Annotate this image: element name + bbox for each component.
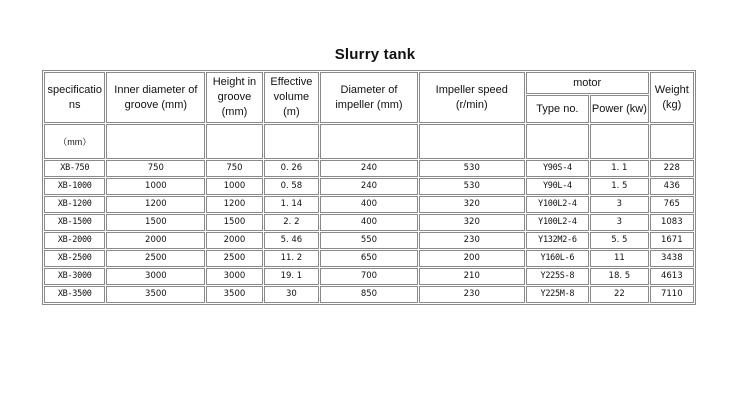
cell-inner-diameter: 2500 [106, 250, 205, 267]
cell-inner-diameter: 750 [106, 160, 205, 177]
cell-motor-power: 11 [590, 250, 648, 267]
cell-spec: XB-1000 [44, 178, 105, 195]
cell-impeller-diameter: 550 [320, 232, 418, 249]
cell-weight: 1671 [650, 232, 694, 249]
cell-volume: 30 [264, 286, 319, 303]
cell-motor-type: Y160L-6 [526, 250, 589, 267]
cell-inner-diameter: 3000 [106, 268, 205, 285]
empty-cell [206, 124, 262, 159]
header-inner-diameter: Inner diameter of groove (mm) [106, 72, 205, 123]
header-impeller-speed: Impeller speed (r/min) [419, 72, 525, 123]
table-row [44, 196, 694, 213]
cell-motor-power: 5. 5 [590, 232, 648, 249]
cell-motor-power: 3 [590, 214, 648, 231]
header-weight: Weight (kg) [650, 72, 694, 123]
specification-table [42, 70, 696, 305]
empty-cell [650, 124, 694, 159]
table-row [44, 250, 694, 267]
cell-volume: 0. 26 [264, 160, 319, 177]
table-row [44, 178, 694, 195]
cell-motor-type: Y100L2-4 [526, 214, 589, 231]
cell-impeller-diameter: 400 [320, 214, 418, 231]
spec-unit-cell: （mm） [44, 124, 105, 159]
table-row [44, 286, 694, 303]
header-height: Height in groove (mm) [206, 72, 262, 123]
table-title: Slurry tank [334, 46, 416, 63]
cell-volume: 19. 1 [264, 268, 319, 285]
empty-cell [590, 124, 648, 159]
unit-row [44, 124, 694, 159]
cell-height: 2000 [206, 232, 262, 249]
cell-height: 2500 [206, 250, 262, 267]
cell-motor-type: Y90L-4 [526, 178, 589, 195]
cell-spec: XB-750 [44, 160, 105, 177]
cell-motor-type: Y90S-4 [526, 160, 589, 177]
cell-height: 3000 [206, 268, 262, 285]
cell-volume: 1. 14 [264, 196, 319, 213]
cell-weight: 765 [650, 196, 694, 213]
cell-height: 1000 [206, 178, 262, 195]
cell-height: 3500 [206, 286, 262, 303]
cell-inner-diameter: 3500 [106, 286, 205, 303]
cell-spec: XB-1500 [44, 214, 105, 231]
cell-impeller-diameter: 700 [320, 268, 418, 285]
cell-spec: XB-3000 [44, 268, 105, 285]
cell-impeller-speed: 320 [419, 196, 525, 213]
empty-cell [106, 124, 205, 159]
cell-weight: 436 [650, 178, 694, 195]
cell-inner-diameter: 2000 [106, 232, 205, 249]
cell-impeller-diameter: 650 [320, 250, 418, 267]
cell-spec: XB-1200 [44, 196, 105, 213]
cell-spec: XB-2000 [44, 232, 105, 249]
cell-impeller-speed: 530 [419, 178, 525, 195]
header-motor: motor [526, 72, 649, 94]
cell-weight: 228 [650, 160, 694, 177]
empty-cell [419, 124, 525, 159]
cell-motor-power: 1. 1 [590, 160, 648, 177]
cell-volume: 0. 58 [264, 178, 319, 195]
cell-impeller-diameter: 850 [320, 286, 418, 303]
cell-impeller-speed: 320 [419, 214, 525, 231]
cell-volume: 5. 46 [264, 232, 319, 249]
cell-volume: 2. 2 [264, 214, 319, 231]
cell-impeller-speed: 200 [419, 250, 525, 267]
cell-volume: 11. 2 [264, 250, 319, 267]
empty-cell [320, 124, 418, 159]
cell-motor-type: Y225S-8 [526, 268, 589, 285]
cell-motor-power: 22 [590, 286, 648, 303]
header-impeller-diameter: Diameter of impeller (mm) [320, 72, 418, 123]
cell-impeller-speed: 210 [419, 268, 525, 285]
cell-impeller-speed: 230 [419, 232, 525, 249]
cell-spec: XB-3500 [44, 286, 105, 303]
header-row-1 [44, 72, 694, 94]
cell-motor-type: Y225M-8 [526, 286, 589, 303]
empty-cell [264, 124, 319, 159]
cell-weight: 4613 [650, 268, 694, 285]
cell-height: 1200 [206, 196, 262, 213]
cell-motor-power: 1. 5 [590, 178, 648, 195]
table-row [44, 232, 694, 249]
table-row [44, 268, 694, 285]
cell-height: 750 [206, 160, 262, 177]
header-type-no: Type no. [526, 95, 589, 123]
header-power: Power (kw) [590, 95, 648, 123]
cell-motor-type: Y100L2-4 [526, 196, 589, 213]
cell-weight: 1083 [650, 214, 694, 231]
empty-cell [526, 124, 589, 159]
cell-motor-power: 18. 5 [590, 268, 648, 285]
cell-inner-diameter: 1500 [106, 214, 205, 231]
cell-impeller-speed: 230 [419, 286, 525, 303]
table-row [44, 214, 694, 231]
cell-motor-type: Y132M2-6 [526, 232, 589, 249]
table-row [44, 160, 694, 177]
cell-spec: XB-2500 [44, 250, 105, 267]
table-body [44, 160, 694, 303]
cell-impeller-diameter: 240 [320, 160, 418, 177]
cell-inner-diameter: 1000 [106, 178, 205, 195]
cell-motor-power: 3 [590, 196, 648, 213]
cell-weight: 3438 [650, 250, 694, 267]
cell-impeller-speed: 530 [419, 160, 525, 177]
header-specification: specificatio ns [44, 72, 105, 123]
cell-height: 1500 [206, 214, 262, 231]
cell-impeller-diameter: 240 [320, 178, 418, 195]
cell-impeller-diameter: 400 [320, 196, 418, 213]
cell-inner-diameter: 1200 [106, 196, 205, 213]
cell-weight: 7110 [650, 286, 694, 303]
header-volume: Effective volume (m) [264, 72, 319, 123]
